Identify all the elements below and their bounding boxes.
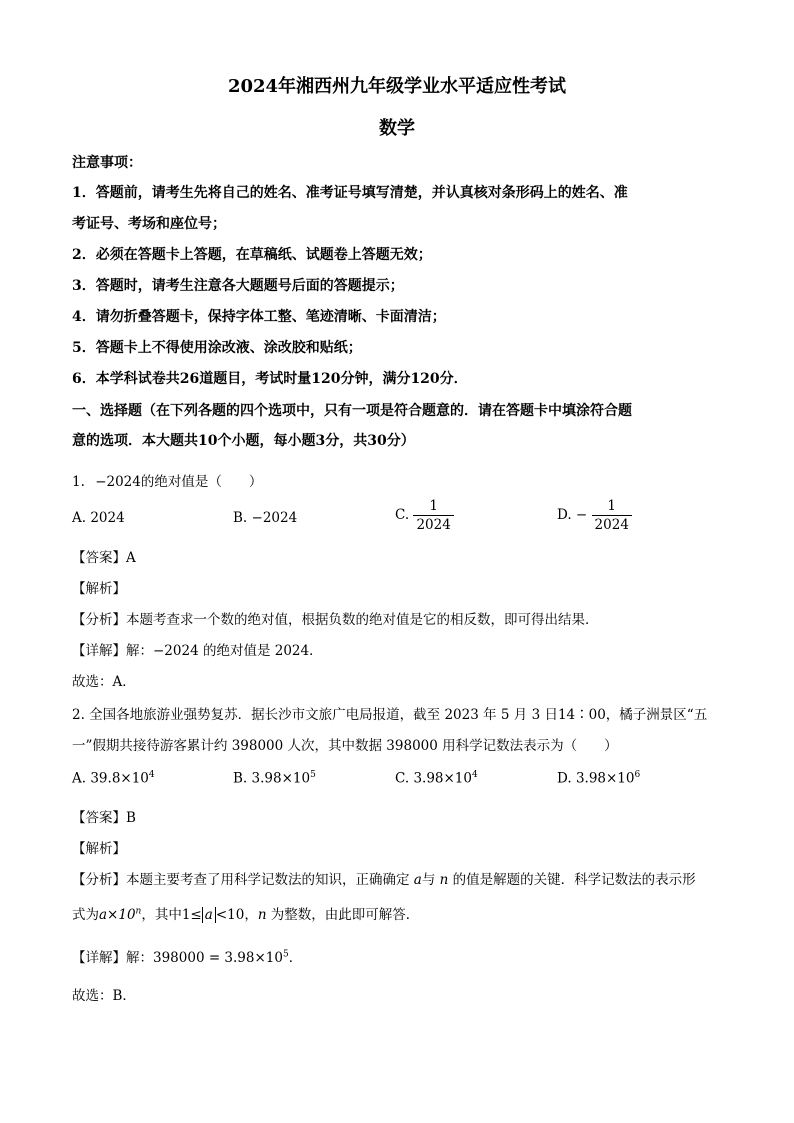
q2-detail: 【详解】解：$398000 = 3.98\times 10^5$． bbox=[72, 949, 303, 966]
q2-fenxi-line1: 【分析】本题主要考查了用科学记数法的知识，正确确定 a与 n 的值是解题的关键．科学记数法的表示形 bbox=[72, 872, 696, 888]
notice-heading: 注意事项： bbox=[72, 155, 142, 171]
fraction: $\frac{1}{2024}$ bbox=[413, 497, 453, 534]
q2-option-c: C. $3.98\times 10^4$ bbox=[395, 770, 478, 787]
exam-title: 2024年湘西州九年级学业水平适应性考试 bbox=[227, 76, 567, 97]
notice-item: 考证号、考场和座位号； bbox=[72, 216, 226, 232]
notice-item: 2．必须在答题卡上答题，在草稿纸、试题卷上答题无效； bbox=[72, 247, 432, 263]
q1-option-d: D. − $\frac{1}{2024}$ bbox=[557, 497, 632, 534]
question-2-stem: 一”假期共接待游客累计约 398000 人次，其中数据 398000 用科学记数法表示为（ ） bbox=[72, 738, 618, 754]
fraction: $\frac{1}{2024}$ bbox=[592, 497, 632, 534]
q2-option-a: A. $39.8\times 10^4$ bbox=[72, 770, 155, 787]
q1-answer: 【答案】A bbox=[72, 550, 136, 566]
q1-option-c: C. $\frac{1}{2024}$ bbox=[395, 497, 454, 534]
notice-item: 3．答题时，请考生注意各大题题号后面的答题提示； bbox=[72, 278, 404, 294]
q1-option-a: A. 2024 bbox=[72, 510, 125, 526]
q1-analysis-label: 【解析】 bbox=[72, 581, 126, 597]
section-heading: 一、选择题（在下列各题的四个选项中，只有一项是符合题意的．请在答题卡中填涂符合题 bbox=[72, 403, 632, 419]
q1-fenxi: 【分析】本题考查求一个数的绝对值，根据负数的绝对值是它的相反数，即可得出结果． bbox=[72, 612, 599, 628]
q2-fenxi-line2: 式为$a\times 10^n$，其中1≤ a <10，n 为整数，由此即可解答． bbox=[72, 906, 420, 923]
subject-title: 数学 bbox=[379, 118, 415, 139]
q2-option-b: B. $3.98\times 10^5$ bbox=[233, 770, 316, 787]
q2-option-d: D. $3.98\times 10^6$ bbox=[557, 770, 641, 787]
notice-item: 5．答题卡上不得使用涂改液、涂改胶和贴纸； bbox=[72, 340, 362, 356]
section-heading: 意的选项．本大题共10个小题，每小题3分，共30分） bbox=[72, 433, 415, 449]
q1-detail: 【详解】解：−2024 的绝对值是 2024． bbox=[72, 643, 323, 659]
q2-choose: 故选：B． bbox=[72, 988, 136, 1004]
q2-analysis-label: 【解析】 bbox=[72, 841, 126, 857]
notice-item: 1．答题前，请考生先将自己的姓名、准考证号填写清楚，并认真核对条形码上的姓名、准 bbox=[72, 185, 628, 201]
question-2-stem: 2. 全国各地旅游业强势复苏．据长沙市文旅广电局报道，截至 2023 年 5 月 3 日14∶00，橘子洲景区“五 bbox=[72, 707, 708, 723]
notice-item: 6．本学科试卷共26道题目，考试时量120分钟，满分120分． bbox=[72, 371, 468, 387]
question-1-stem: 1. −2024的绝对值是（ ） bbox=[72, 474, 263, 490]
q2-answer: 【答案】B bbox=[72, 810, 136, 826]
notice-item: 4．请勿折叠答题卡，保持字体工整、笔迹清晰、卡面清洁； bbox=[72, 309, 446, 325]
q1-option-b: B. −2024 bbox=[233, 510, 298, 526]
q1-choose: 故选：A． bbox=[72, 674, 136, 690]
